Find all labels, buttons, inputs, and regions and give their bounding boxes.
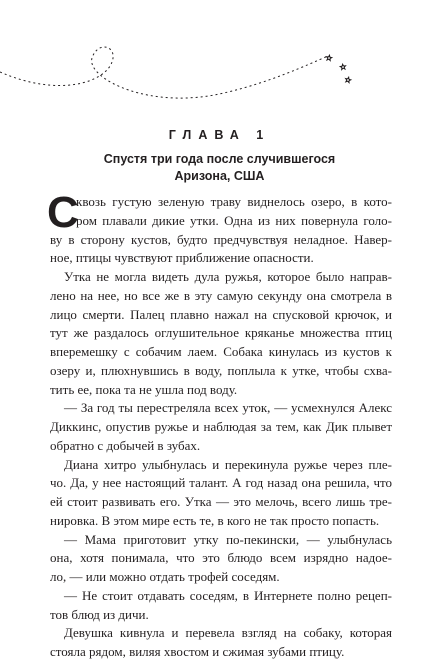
paragraph [50, 624, 392, 662]
paragraph [50, 587, 392, 625]
star-icon [343, 75, 353, 84]
text-line: нировка. В этом мире есть те, в кого не так просто попасть. [50, 512, 380, 528]
text-line: вперемешку с собачим лаем. Собака кинулась из кустов к [50, 344, 392, 359]
text-line: она, хотя понимала, что это блюдо всем изрядно надое- [50, 550, 392, 566]
text-line: лицо смерти. Палец плавно нажал на спусковой крючок, и [50, 306, 392, 322]
paragraph [50, 193, 392, 268]
dotted-flight-path-decoration [0, 0, 439, 140]
text-line: Диккинс, опустив ружье и наблюдая за тем, как Дик плывет [50, 419, 392, 434]
dotted-flight-path [0, 47, 328, 98]
text-line: стояла рядом, виляя хвостом и сжимая зубами птицу. [50, 644, 345, 659]
star-icon [324, 53, 333, 62]
text-line: ву в сторону кустов, будто предчувствуя неладное. Навер- [50, 231, 392, 247]
text-line: — За год ты перестреляла всех уток, — усмехнулся Алекс [64, 400, 392, 416]
subtitle-line: Аризона, США [174, 169, 265, 183]
text-line: Девушка кивнула и перевела взгляд на собаку, которая [64, 625, 392, 641]
star-icon [338, 62, 347, 71]
text-line: лено на нее, но все же в эту самую секунду она смотрела в [50, 287, 392, 303]
paragraph [50, 399, 392, 455]
text-line: обратно с добычей в зубах. [50, 437, 201, 453]
text-line: квозь густую зеленую траву виднелось озеро, в кото- [76, 194, 392, 209]
text-line: — Не стоит отдавать соседям, в Интернете полно рецеп- [64, 587, 392, 603]
text-line: Утка не могла видеть дула ружья, которое было направ- [64, 269, 392, 284]
text-line: Диана хитро улыбнулась и перекинула ружье через пле- [64, 456, 392, 472]
subtitle-line: Спустя три года после случившегося [103, 152, 336, 166]
text-line: озеру и, плюхнувшись в воду, поплыла к утке, чтобы схва- [50, 362, 392, 378]
text-line: ло, — или можно отдать трофей соседям. [50, 569, 280, 584]
chapter-subtitle [60, 151, 379, 185]
text-line: ей стоит развивать его. Утка — это мелочь, всего лишь тре- [50, 494, 392, 509]
paragraph [50, 531, 392, 587]
text-line: тов блюд из дичи. [50, 606, 149, 622]
body-text [47, 188, 392, 662]
text-line: ром плавали дикие утки. Одна из них повернула голо- [76, 212, 392, 228]
chapter-heading: ГЛАВА 1 [168, 128, 271, 142]
paragraph [50, 456, 392, 531]
text-line: тут же раздалось оглушительное кряканье множества птиц [50, 325, 392, 341]
text-line: — Мама приготовит утку по-пекински, — улыбнулась [64, 531, 392, 547]
paragraph [50, 268, 392, 399]
text-line: тить ее, пока та не ушла под воду. [50, 381, 238, 397]
drop-cap: С [47, 188, 79, 237]
text-line: чо. Да, у нее настоящий талант. А год назад она решила, что [50, 475, 392, 491]
text-line: ное, птицы чувствуют приближение опасности. [50, 250, 314, 266]
